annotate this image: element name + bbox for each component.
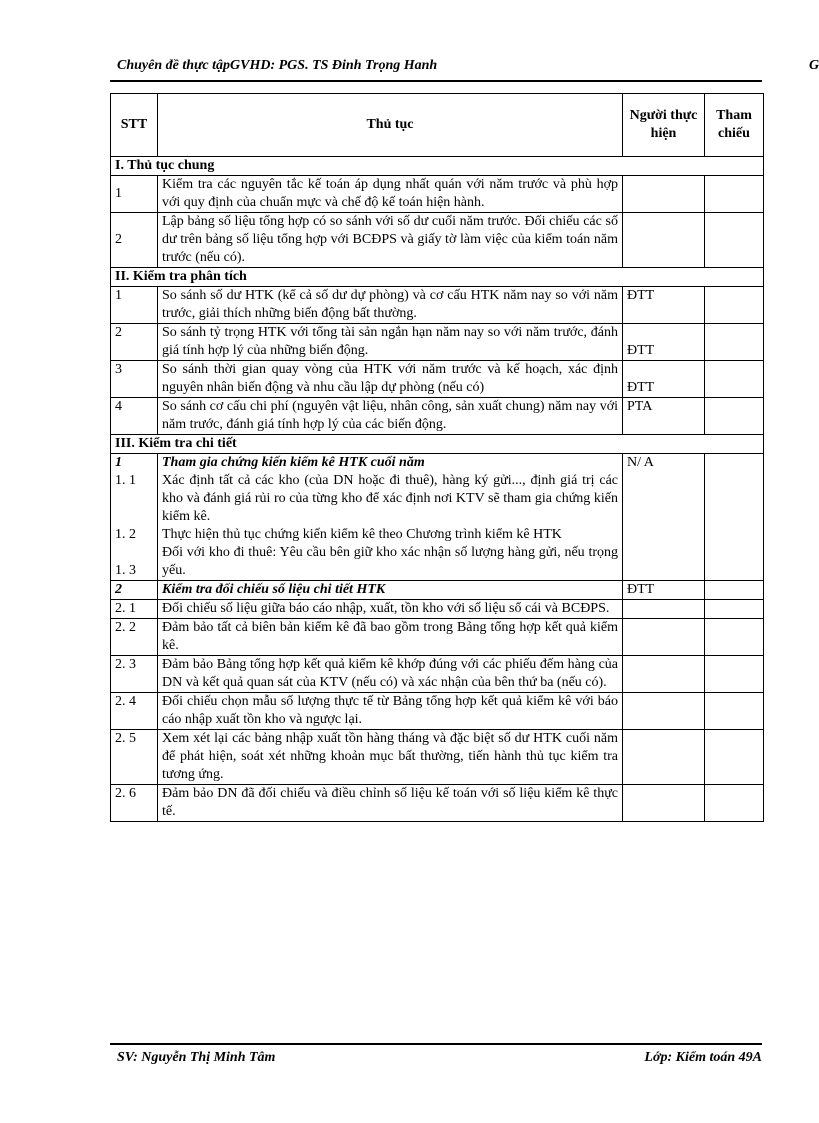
row-performer: N/ A [623, 454, 705, 581]
table-row [111, 656, 764, 693]
row-stt: 1 [111, 287, 158, 324]
audit-procedure-table [110, 93, 764, 822]
row-performer [623, 213, 705, 268]
row-procedure: Đối chiếu số liệu giữa báo cáo nhập, xuất, tồn kho với số liệu sổ cái và BCĐPS. [158, 600, 623, 619]
row-procedure: Đảm bảo Bảng tổng hợp kết quả kiểm kê khớp đúng với các phiếu đếm hàng của DN và kết quả quan sát của KTV (nếu có) và xác nhận của bên thứ ba (nếu có). [158, 656, 623, 693]
section-title: II. Kiểm tra phân tích [111, 268, 764, 287]
row-performer: ĐTT [623, 287, 705, 324]
row-procedure: So sánh tỷ trọng HTK với tổng tài sản ngắn hạn năm nay so với năm trước, đánh giá tính hợp lý của những biến động. [158, 324, 623, 361]
group-title: Kiểm tra đối chiếu số liệu chi tiết HTK [158, 581, 623, 600]
row-reference [705, 600, 764, 619]
table-row [111, 454, 764, 581]
row-performer [623, 619, 705, 656]
group-row [111, 581, 764, 600]
row-performer: ĐTT [623, 324, 705, 361]
row-procedure [158, 454, 623, 581]
row-procedure: Đối chiếu chọn mẫu số lượng thực tế từ Bảng tổng hợp kết quả kiểm kê với báo cáo nhập xuất tồn kho và ngược lại. [158, 693, 623, 730]
footer-rule [110, 1043, 762, 1045]
row-performer: ĐTT [623, 361, 705, 398]
row-procedure: Đảm bảo DN đã đối chiếu và điều chỉnh số liệu kế toán với số liệu kiểm kê thực tế. [158, 785, 623, 822]
row-reference [705, 785, 764, 822]
item-stt: 1. 1 [115, 473, 136, 488]
header-stt: STT [111, 94, 158, 157]
footer-student: SV: Nguyễn Thị Minh Tâm [117, 1050, 276, 1065]
item-text: Thực hiện thủ tục chứng kiến kiểm kê theo Chương trình kiểm kê HTK [162, 527, 562, 542]
group-stt: 2 [111, 581, 158, 600]
row-procedure: Lập bảng số liệu tổng hợp có so sánh với số dư cuối năm trước. Đối chiếu các số dư trên bảng số liệu tổng hợp với BCĐPS và giấy tờ làm việc của kiểm toán năm trước (nếu có). [158, 213, 623, 268]
row-reference [705, 581, 764, 600]
row-performer: ĐTT [623, 581, 705, 600]
item-text: Đối với kho đi thuê: Yêu cầu bên giữ kho xác nhận số lượng hàng gửi, nếu trọng yếu. [162, 545, 618, 578]
section-row [111, 435, 764, 454]
row-procedure: Xem xét lại các bảng nhập xuất tồn hàng tháng và đặc biệt số dư HTK cuối năm để phát hiện, soát xét những khoản mục bất thường, tiến hành thủ tục kiểm tra tương ứng. [158, 730, 623, 785]
row-procedure: So sánh cơ cấu chi phí (nguyên vật liệu, nhân công, sản xuất chung) năm nay với năm trước, đánh giá tính hợp lý của các biến động. [158, 398, 623, 435]
group-stt: 1 [115, 455, 122, 470]
section-row [111, 157, 764, 176]
row-performer [623, 176, 705, 213]
footer-class: Lớp: Kiểm toán 49A [644, 1050, 762, 1065]
table-header-row [111, 94, 764, 157]
row-performer [623, 785, 705, 822]
row-procedure: So sánh số dư HTK (kể cả số dư dự phòng) và cơ cấu HTK năm nay so với năm trước, giải thích những biến động bất thường. [158, 287, 623, 324]
header-left-text: Chuyên đề thực tậpGVHD: PGS. TS Đinh Trọng Hanh [117, 58, 438, 73]
row-reference [705, 213, 764, 268]
table-row [111, 287, 764, 324]
row-reference [705, 324, 764, 361]
row-performer [623, 600, 705, 619]
row-stt: 1 [111, 176, 158, 213]
row-reference [705, 176, 764, 213]
row-procedure: So sánh thời gian quay vòng của HTK với năm trước và kế hoạch, xác định nguyên nhân biến động và nhu cầu lập dự phòng (nếu có) [158, 361, 623, 398]
row-reference [705, 656, 764, 693]
row-reference [705, 287, 764, 324]
table-row [111, 785, 764, 822]
row-stt: 2. 6 [111, 785, 158, 822]
section-row [111, 268, 764, 287]
table-row [111, 176, 764, 213]
row-procedure: Đảm bảo tất cả biên bản kiểm kê đã bao gồm trong Bảng tổng hợp kết quả kiểm kê. [158, 619, 623, 656]
table-row [111, 600, 764, 619]
row-reference [705, 398, 764, 435]
item-text: Xác định tất cả các kho (của DN hoặc đi thuê), hàng ký gửi..., định giá trị các kho và đánh giá rủi ro của từng kho để xác định nơi KTV sẽ tham gia chứng kiến kiểm kê. [162, 473, 618, 524]
row-stt: 3 [111, 361, 158, 398]
group-title: Tham gia chứng kiến kiểm kê HTK cuối năm [162, 455, 425, 470]
row-reference [705, 454, 764, 581]
row-stt: 2. 2 [111, 619, 158, 656]
row-stt: 2. 4 [111, 693, 158, 730]
row-reference [705, 361, 764, 398]
header-performer: Người thực hiện [623, 94, 705, 157]
table-row [111, 213, 764, 268]
row-procedure: Kiểm tra các nguyên tắc kế toán áp dụng nhất quán với năm trước và phù hợp với quy định của chuẩn mực và chế độ kế toán hiện hành. [158, 176, 623, 213]
table-row [111, 693, 764, 730]
item-stt: 1. 2 [115, 527, 136, 542]
page-header [117, 58, 819, 80]
section-title: I. Thủ tục chung [111, 157, 764, 176]
section-title: III. Kiểm tra chi tiết [111, 435, 764, 454]
row-performer [623, 730, 705, 785]
row-stt [111, 454, 158, 581]
table-row [111, 361, 764, 398]
header-right-text: G [809, 58, 819, 73]
header-procedure: Thủ tục [158, 94, 623, 157]
row-stt: 2. 3 [111, 656, 158, 693]
row-reference [705, 693, 764, 730]
table-row [111, 324, 764, 361]
row-stt: 2 [111, 213, 158, 268]
row-performer: PTA [623, 398, 705, 435]
table-row [111, 398, 764, 435]
item-stt: 1. 3 [115, 563, 136, 578]
table-row [111, 619, 764, 656]
row-performer [623, 693, 705, 730]
row-stt: 2. 5 [111, 730, 158, 785]
row-stt: 2 [111, 324, 158, 361]
header-rule [110, 80, 762, 82]
row-stt: 2. 1 [111, 600, 158, 619]
row-performer [623, 656, 705, 693]
header-reference: Tham chiếu [705, 94, 764, 157]
row-reference [705, 730, 764, 785]
row-stt: 4 [111, 398, 158, 435]
table-row [111, 730, 764, 785]
row-reference [705, 619, 764, 656]
